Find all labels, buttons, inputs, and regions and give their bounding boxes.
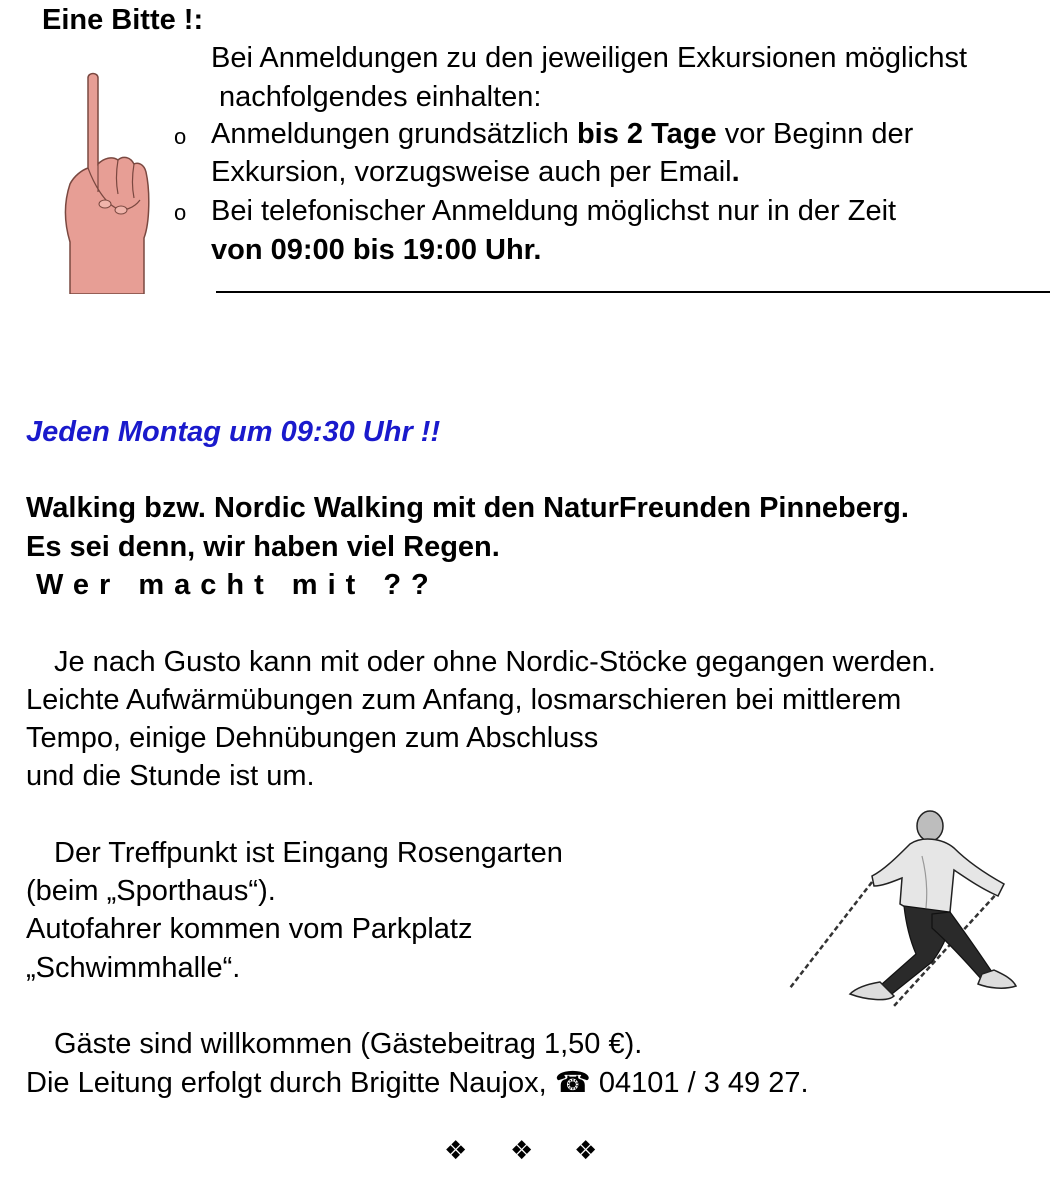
note-item-1-text-post: vor Beginn der xyxy=(716,118,914,150)
contact-text: Die Leitung erfolgt durch Brigitte Naujox, xyxy=(26,1067,555,1099)
event-call-to-join: Wer macht mit ?? xyxy=(36,569,439,601)
ornament-diamond-icon: ❖ xyxy=(574,1136,598,1166)
ornament-diamond-icon: ❖ xyxy=(510,1136,534,1166)
contact-line xyxy=(26,1064,809,1102)
paragraph-1-line: Je nach Gusto kann mit oder ohne Nordic-Stöcke gegangen werden. xyxy=(54,646,936,678)
paragraph-1-line: und die Stunde ist um. xyxy=(26,760,315,792)
meeting-point-line: Autofahrer kommen vom Parkplatz xyxy=(26,913,473,945)
raised-index-finger-icon xyxy=(58,72,158,294)
nordic-walker-icon xyxy=(782,808,1022,1018)
bullet-marker: o xyxy=(174,200,187,225)
note-item-1-line-2 xyxy=(211,153,740,191)
meeting-point-line: (beim „Sporthaus“). xyxy=(26,875,276,907)
ornament-diamond-icon: ❖ xyxy=(444,1136,468,1166)
paragraph-1-line: Tempo, einige Dehnübungen zum Abschluss xyxy=(26,722,599,754)
meeting-point-line: Der Treffpunkt ist Eingang Rosengarten xyxy=(54,837,563,869)
meeting-point-line: „Schwimmhalle“. xyxy=(26,952,241,984)
paragraph-1-line: Leichte Aufwärmübungen zum Anfang, losmarschieren bei mittlerem xyxy=(26,684,902,716)
bullet-marker: o xyxy=(174,124,187,149)
note-item-2-time: von 09:00 bis 19:00 Uhr. xyxy=(211,234,542,266)
note-item-1-line-1 xyxy=(211,115,913,153)
note-title: Eine Bitte !: xyxy=(42,4,204,36)
note-item-1-text: Anmeldungen grundsätzlich xyxy=(211,118,577,150)
note-item-1-deadline: bis 2 Tage xyxy=(576,118,717,150)
guests-line: Gäste sind willkommen (Gästebeitrag 1,50 €). xyxy=(54,1028,643,1060)
note-intro-line-2: nachfolgendes einhalten: xyxy=(219,81,542,113)
separator-line xyxy=(216,291,1050,293)
note-intro-line-1: Bei Anmeldungen zu den jeweiligen Exkursionen möglichst xyxy=(211,42,968,74)
note-item-1-email-text: Exkursion, vorzugsweise auch per Email xyxy=(211,156,732,188)
event-headline: Jeden Montag um 09:30 Uhr !! xyxy=(26,416,441,448)
phone-icon: ☎ xyxy=(554,1067,591,1099)
note-item-2-line-1: Bei telefonischer Anmeldung möglichst nur in der Zeit xyxy=(211,195,897,227)
note-item-1-period: . xyxy=(731,156,740,188)
event-rain-note: Es sei denn, wir haben viel Regen. xyxy=(26,531,500,563)
phone-number: 04101 / 3 49 27. xyxy=(590,1067,809,1099)
event-title: Walking bzw. Nordic Walking mit den NaturFreunden Pinneberg. xyxy=(26,492,909,524)
